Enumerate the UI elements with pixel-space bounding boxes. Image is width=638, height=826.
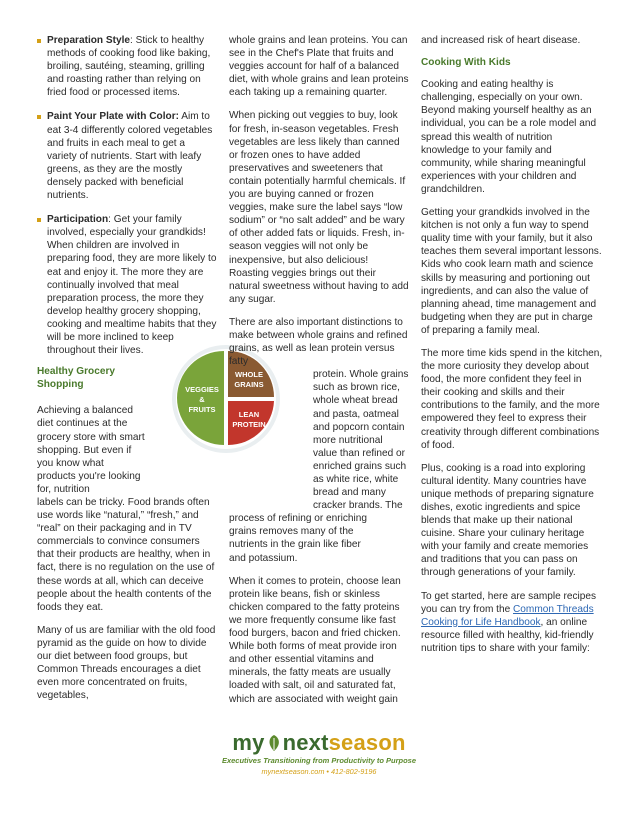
paragraph: process of refining or enriching grains removes many of the nutrients in the grain like fiber and potassium. bbox=[229, 513, 368, 564]
section-heading-cooking: Cooking With Kids bbox=[421, 57, 511, 69]
paragraph: Plus, cooking is a road into exploring cultural identity. Many countries have unique methods of preparing signature dishes, exotic ingredients and spice blends that make up their national cuisine. Share your culinary heritage with your family and create memories and traditions that you can pass on through generations of your family. bbox=[421, 462, 594, 579]
brand-logo bbox=[0, 730, 638, 756]
plate-label: LEAN bbox=[238, 410, 260, 419]
paragraph: whole grains and lean proteins. You can see in the Chef's Plate that fruits and veggies account for half of a balanced diet, with whole grains and lean proteins each taking up a remaining quarter. bbox=[229, 35, 409, 99]
tips-list bbox=[37, 34, 217, 357]
list-item bbox=[37, 213, 217, 357]
list-item bbox=[37, 110, 217, 202]
list-item bbox=[37, 34, 217, 99]
paragraph-text: , an online resource filled with healthy, kid-friendly nutrition tips to share with your family: bbox=[421, 616, 594, 654]
plate-label: & bbox=[199, 395, 205, 404]
paragraph: Many of us are familiar with the old food pyramid as the guide on how to divide our diet between food groups, but Common Threads encourages a diet even more concentrated on fruits, vegetables, bbox=[37, 624, 216, 702]
paragraph: Getting your grandkids involved in the kitchen is not only a fun way to spend quality time with your family, but it also teaches them several important lessons. Kids who cook learn math and science skills by measuring and portioning out ingredients, and can also the value of planning ahead, time management and budgeting when they are put in charge of preparing a family meal. bbox=[421, 207, 602, 336]
tagline: Executives Transitioning from Productivity to Purpose bbox=[221, 756, 417, 765]
logo-season: season bbox=[328, 730, 406, 755]
leaf-icon bbox=[266, 734, 282, 752]
plate-label: PROTEIN bbox=[232, 420, 266, 429]
plate-label: GRAINS bbox=[234, 380, 264, 389]
paragraph: and increased risk of heart disease. bbox=[421, 35, 581, 46]
paragraph bbox=[421, 590, 603, 655]
paragraph: Achieving a balanced diet continues at the grocery store with smart shopping. But even if you know what products you're looking for, nutrition bbox=[37, 405, 145, 495]
tip-lead: Preparation Style bbox=[47, 35, 131, 46]
footer bbox=[0, 730, 638, 776]
logo-my: my bbox=[232, 730, 265, 755]
tip-lead: Paint Your Plate with Color: bbox=[47, 111, 179, 123]
paragraph: When picking out veggies to buy, look for fresh, in-season vegetables. Fresh vegetables are less likely than canned or frozen ones to have added preservatives and sweeteners that contain potentially harmful chemicals. If you are buying canned or frozen veggies, make sure the label says “low sodium” or “no salt added” and be wary of other added fats or liquids. Fresh, in-season veggies will not only be inexpensive, but also delicious! Roasting veggies brings out their natural sweetness without having to add any sugar. bbox=[229, 110, 409, 305]
column-3 bbox=[421, 34, 603, 665]
column-2 bbox=[229, 34, 409, 716]
paragraph-text: To get started, here are sample recipes you can try from the bbox=[421, 590, 597, 615]
section-heading-grocery: Healthy Grocery Shopping bbox=[37, 366, 115, 391]
tip-text: : Get your family involved, especially your grandkids! When children are involved in preparing food, they are more likely to eat and enjoy it. The more they are continually involved that meal preparation process, the more they develop healthy grocery shopping, cooking and mealtime habits that they will be more inclined to keep throughout their lives. bbox=[47, 214, 217, 357]
handbook-link[interactable]: Common Threads Cooking for Life Handbook bbox=[421, 603, 594, 628]
tip-text: Aim to eat 3-4 differently colored vegetables and fruits in each meal to get a variety of nutrients. Start with leafy greens, as they are the mostly densely packed with beneficial nutrients. bbox=[47, 111, 213, 202]
paragraph: There are also important distinctions to make between whole grains and refined grains, as well as lean protein versus fatty bbox=[229, 316, 408, 368]
paragraph: protein. Whole grains such as brown rice, whole wheat bread and pasta, oatmeal and popcorn contain more nutritional value than refined or enriched grains such as white rice, white bread and many cracker brands. The bbox=[313, 369, 409, 512]
plate-label: FRUITS bbox=[188, 405, 216, 414]
logo-next: next bbox=[282, 730, 329, 755]
paragraph: When it comes to protein, choose lean protein like beans, fish or skinless chicken compared to the fatty proteins we more frequently consume like fast food burgers, bacon and fried chicken. While both forms of meat provide iron and other essential vitamins and minerals, the fatty meats are usually loaded with salt, oil and saturated fat, which are associated with weight gain bbox=[229, 575, 401, 705]
paragraph: The more time kids spend in the kitchen, the more curiosity they develop about food, the more confident they feel in their cooking and skills and their contributions to the family, and the more empowered they feel to express their creativity through different combinations of food. bbox=[421, 347, 603, 451]
contact-info: mynextseason.com • 412-802-9196 bbox=[261, 767, 377, 776]
paragraph: labels can be tricky. Food brands often use words like “natural,” “fresh,” and “real” on their packaging and in TV commercials to convince consumers that their products are healthy, when in fact, there is no regulation on the use of these words at all, which can deceive people about the health contents of the foods they eat. bbox=[37, 497, 215, 613]
paragraph: Cooking and eating healthy is challenging, especially on your own. Beyond making yourself healthy as an individual, you can be a role model and spread this wealth of nutrition knowledge to your family and community, while sharing meaningful experiences with your children and grandchildren. bbox=[421, 79, 597, 195]
plate-label: VEGGIES bbox=[185, 385, 219, 394]
tip-text: : Stick to healthy methods of cooking food like baking, broiling, sautéing, steaming, grilling and roasting rather than relying on fried food or processed items. bbox=[47, 35, 211, 99]
plate-label: WHOLE bbox=[235, 370, 263, 379]
tip-lead: Participation bbox=[47, 214, 109, 226]
